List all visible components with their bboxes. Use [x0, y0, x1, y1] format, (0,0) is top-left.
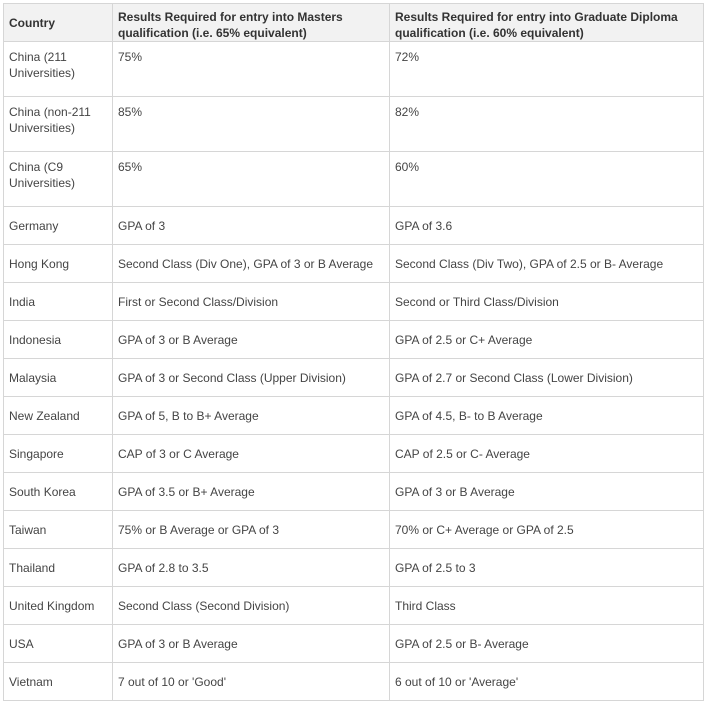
table-row — [4, 397, 704, 435]
cell-diploma: GPA of 2.7 or Second Class (Lower Division) — [390, 359, 704, 397]
cell-masters: GPA of 3 or B Average — [113, 321, 390, 359]
cell-masters: Second Class (Second Division) — [113, 587, 390, 625]
cell-masters: CAP of 3 or C Average — [113, 435, 390, 473]
table-row — [4, 511, 704, 549]
cell-masters: GPA of 3 or B Average — [113, 625, 390, 663]
cell-diploma: CAP of 2.5 or C- Average — [390, 435, 704, 473]
cell-country: India — [4, 283, 113, 321]
table-row — [4, 473, 704, 511]
cell-country: China (211 Universities) — [4, 42, 113, 97]
table-row — [4, 549, 704, 587]
cell-country: Thailand — [4, 549, 113, 587]
table-row — [4, 245, 704, 283]
cell-diploma: GPA of 3 or B Average — [390, 473, 704, 511]
cell-country: Malaysia — [4, 359, 113, 397]
cell-diploma: 60% — [390, 152, 704, 207]
cell-country: China (C9 Universities) — [4, 152, 113, 207]
cell-country: China (non-211 Universities) — [4, 97, 113, 152]
cell-diploma: 72% — [390, 42, 704, 97]
table-row — [4, 42, 704, 97]
table-row — [4, 283, 704, 321]
header-masters: Results Required for entry into Masters qualification (i.e. 65% equivalent) — [113, 4, 390, 42]
table-row — [4, 587, 704, 625]
cell-diploma: 6 out of 10 or 'Average' — [390, 663, 704, 701]
table-row — [4, 435, 704, 473]
table-row — [4, 152, 704, 207]
table-row — [4, 321, 704, 359]
cell-masters: GPA of 2.8 to 3.5 — [113, 549, 390, 587]
cell-country: Vietnam — [4, 663, 113, 701]
cell-country: Singapore — [4, 435, 113, 473]
cell-masters: GPA of 5, B to B+ Average — [113, 397, 390, 435]
cell-masters: GPA of 3 — [113, 207, 390, 245]
cell-masters: 75% or B Average or GPA of 3 — [113, 511, 390, 549]
header-row — [4, 4, 704, 42]
cell-diploma: GPA of 2.5 to 3 — [390, 549, 704, 587]
table-row — [4, 625, 704, 663]
cell-diploma: Second or Third Class/Division — [390, 283, 704, 321]
cell-masters: GPA of 3 or Second Class (Upper Division) — [113, 359, 390, 397]
cell-country: South Korea — [4, 473, 113, 511]
table-row — [4, 359, 704, 397]
header-country: Country — [4, 4, 113, 42]
table-row — [4, 207, 704, 245]
cell-country: USA — [4, 625, 113, 663]
cell-masters: GPA of 3.5 or B+ Average — [113, 473, 390, 511]
cell-masters: Second Class (Div One), GPA of 3 or B Average — [113, 245, 390, 283]
cell-diploma: GPA of 2.5 or B- Average — [390, 625, 704, 663]
cell-masters: 65% — [113, 152, 390, 207]
cell-country: New Zealand — [4, 397, 113, 435]
cell-masters: First or Second Class/Division — [113, 283, 390, 321]
cell-diploma: GPA of 3.6 — [390, 207, 704, 245]
table-row — [4, 97, 704, 152]
table-body — [4, 42, 704, 701]
cell-masters: 85% — [113, 97, 390, 152]
cell-masters: 7 out of 10 or 'Good' — [113, 663, 390, 701]
cell-diploma: 82% — [390, 97, 704, 152]
cell-masters: 75% — [113, 42, 390, 97]
cell-diploma: Second Class (Div Two), GPA of 2.5 or B- Average — [390, 245, 704, 283]
cell-diploma: 70% or C+ Average or GPA of 2.5 — [390, 511, 704, 549]
cell-country: Taiwan — [4, 511, 113, 549]
table-header — [4, 4, 704, 42]
table-row — [4, 663, 704, 701]
requirements-table-container — [3, 3, 704, 701]
cell-country: Germany — [4, 207, 113, 245]
entry-requirements-table — [3, 3, 704, 701]
cell-diploma: Third Class — [390, 587, 704, 625]
cell-country: Indonesia — [4, 321, 113, 359]
cell-diploma: GPA of 4.5, B- to B Average — [390, 397, 704, 435]
cell-diploma: GPA of 2.5 or C+ Average — [390, 321, 704, 359]
cell-country: Hong Kong — [4, 245, 113, 283]
header-diploma: Results Required for entry into Graduate Diploma qualification (i.e. 60% equivalent) — [390, 4, 704, 42]
cell-country: United Kingdom — [4, 587, 113, 625]
